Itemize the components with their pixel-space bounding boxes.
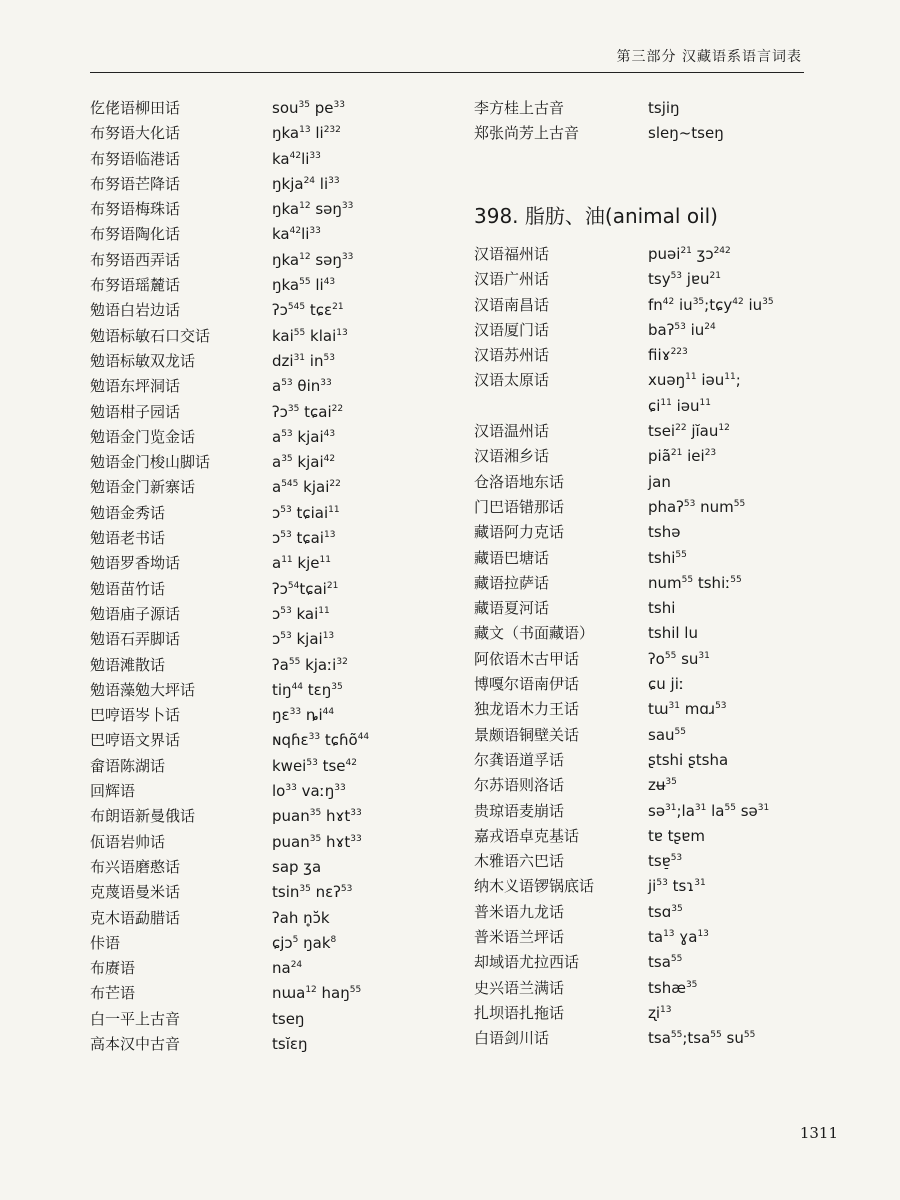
word-form: tshil lu [648, 624, 698, 643]
word-form: fiiɤ$^{223}$ [648, 346, 688, 365]
section-heading [474, 200, 718, 229]
language-name: 汉语福州话 [474, 245, 550, 263]
language-name: 勉语金门新寨话 [90, 478, 196, 497]
entry-row [90, 956, 450, 981]
word-form: $a^{53}$ θin$^{33}$ [272, 377, 332, 396]
entry-row [90, 400, 450, 425]
word-form: ŋka$^{12}$ səŋ$^{33}$ [272, 200, 354, 219]
entry-row [474, 96, 814, 121]
language-name: 史兴语兰满话 [474, 978, 565, 997]
section-title-cn: 脂肪、油 [524, 204, 605, 228]
entry-row [474, 470, 814, 495]
entry-row [90, 172, 450, 197]
word-form: tshə [648, 523, 681, 542]
word-form: ŋka$^{55}$ $li^{43}$ [272, 276, 336, 295]
word-form: zʉ$^{35}$ [648, 776, 677, 795]
entry-row [474, 697, 814, 722]
word-form: tsɐ̠$^{53}$ [648, 852, 683, 871]
entry-row [474, 672, 814, 697]
entry-row [90, 906, 450, 931]
entry-row [90, 728, 450, 753]
entry-row [90, 222, 450, 247]
entry-row [474, 394, 814, 419]
entry-row [474, 520, 814, 545]
entry-row [90, 450, 450, 475]
entry-row [90, 678, 450, 703]
entry-row [90, 374, 450, 399]
entry-row [474, 121, 814, 146]
language-name: 普米语九龙话 [474, 902, 565, 921]
word-form: sleŋ~tseŋ [648, 124, 724, 143]
word-form: nɯa$^{12}$ haŋ$^{55}$ [272, 984, 362, 1003]
entry-row [474, 950, 814, 975]
word-form: tɐ tʂɐm [648, 826, 705, 845]
language-name: 藏语阿力克话 [474, 523, 565, 542]
word-form: ɔ$^{53}$ tɕai$^{13}$ [272, 529, 336, 548]
entry-row [474, 621, 814, 646]
language-name: 勉语苗竹话 [90, 579, 166, 598]
language-name: 博嘎尔语南伊话 [474, 675, 580, 694]
entry-row [474, 874, 814, 899]
word-form: $a^{545}$ kjai$^{22}$ [272, 478, 341, 497]
entry-row [90, 779, 450, 804]
language-name: 汉语南昌话 [474, 295, 550, 314]
language-name: 布兴语磨憨话 [90, 857, 181, 876]
page-header [0, 0, 900, 80]
language-name: 勉语东坪洞话 [90, 377, 181, 396]
language-name: 布努语大化话 [90, 124, 181, 143]
entry-row [90, 324, 450, 349]
word-form: ɕu jiː [648, 675, 684, 694]
language-name: 仓洛语地东话 [474, 472, 565, 491]
word-form: tshi [648, 599, 676, 618]
entry-row [474, 596, 814, 621]
language-name: 高本汉中古音 [90, 1034, 181, 1053]
entry-row [90, 96, 450, 121]
language-name: 畲语陈湖话 [90, 756, 166, 775]
entry-row [474, 444, 814, 469]
language-name: 汉语太原话 [474, 371, 550, 390]
entry-row [474, 368, 814, 393]
word-form: $ka^{42}li^{33}$ [272, 225, 321, 244]
entry-row [90, 830, 450, 855]
language-name: 布努语瑶麓话 [90, 276, 181, 295]
language-name: 勉语白岩边话 [90, 301, 181, 320]
entry-row [90, 855, 450, 880]
language-name: 扎坝语扎拖话 [474, 1003, 565, 1022]
language-name: 佤语岩帅话 [90, 832, 166, 851]
right-column [474, 242, 814, 1052]
section-title-en: (animal oil) [604, 204, 718, 228]
right-top-column [474, 96, 814, 147]
word-form: tiŋ$^{44}$ tɛŋ$^{35}$ [272, 680, 343, 699]
entry-row [90, 248, 450, 273]
language-name: 布赓语 [90, 959, 136, 978]
word-form: $a^{53}$ kjai$^{43}$ [272, 427, 336, 446]
word-form: ŋkja$^{24}$ $li^{33}$ [272, 174, 340, 193]
language-name: 回辉语 [90, 782, 136, 801]
entry-row [474, 976, 814, 1001]
language-name: 勉语标敏石口交话 [90, 326, 211, 345]
entry-row [90, 425, 450, 450]
entry-row [474, 571, 814, 596]
entry-row [474, 242, 814, 267]
word-form: tshæ$^{35}$ [648, 978, 698, 997]
word-form: ɕjɔ$^5$ ŋak$^8$ [272, 933, 337, 952]
word-form: ʔah n̥ɔ̆k [272, 908, 330, 927]
language-name: 勉语石弄脚话 [90, 630, 181, 649]
language-name: 藏文（书面藏语） [474, 624, 595, 643]
entry-row [90, 298, 450, 323]
entry-row [90, 526, 450, 551]
word-form: tshi$^{55}$ [648, 548, 687, 567]
language-name: 布努语陶化话 [90, 225, 181, 244]
language-name: 勉语罗香坳话 [90, 554, 181, 573]
word-form: ʔɔ$^{54}$tɕai$^{21}$ [272, 579, 339, 598]
word-form: kwei$^{53}$ tse$^{42}$ [272, 756, 357, 775]
entry-row [474, 495, 814, 520]
entry-row [474, 1001, 814, 1026]
entry-row [474, 849, 814, 874]
word-form: puan$^{35}$ hɤt$^{33}$ [272, 832, 362, 851]
language-name: 巴哼语岑卜话 [90, 706, 181, 725]
language-name: 尔苏语则洛话 [474, 776, 565, 795]
language-name: 布朗语新曼俄话 [90, 807, 196, 826]
word-form: puəi$^{21}$ ʒɔ$^{242}$ [648, 245, 731, 263]
word-form: $sə^{31};la^{31}$ $la^{55}$ sə$^{31}$ [648, 801, 770, 820]
entry-row [90, 981, 450, 1006]
word-form: ŋka$^{13}$ $li^{232}$ [272, 124, 341, 143]
entry-row [474, 773, 814, 798]
word-form: ɕi$^{11}$ iəu$^{11}$ [648, 396, 711, 415]
language-name: 佧语 [90, 933, 121, 952]
word-form: ʐi$^{13}$ [648, 1003, 672, 1022]
entry-row [474, 293, 814, 318]
entry-row [90, 551, 450, 576]
word-form: ʔa$^{55}$ kjaːi$^{32}$ [272, 655, 348, 674]
language-name: 勉语老书话 [90, 529, 166, 548]
language-name: 布努语芒降话 [90, 174, 181, 193]
entry-row [474, 419, 814, 444]
language-name: 汉语苏州话 [474, 346, 550, 365]
language-name: 藏语夏河话 [474, 599, 550, 618]
entry-row [474, 748, 814, 773]
word-form: tsĭɛŋ [272, 1034, 308, 1053]
entry-row [90, 349, 450, 374]
language-name: 独龙语木力王话 [474, 700, 580, 719]
language-name: 布芒语 [90, 984, 136, 1003]
language-name: 白一平上古音 [90, 1009, 181, 1028]
word-form: tseŋ [272, 1009, 305, 1028]
word-form: ŋɛ$^{33}$ $ȵi^{44}$ [272, 706, 335, 725]
entry-row [474, 925, 814, 950]
language-name: 阿依语木古甲话 [474, 649, 580, 668]
word-form: sau$^{55}$ [648, 725, 686, 744]
word-form: $a^{11}$ kje$^{11}$ [272, 554, 331, 573]
entry-row [90, 653, 450, 678]
entry-row [90, 880, 450, 905]
language-name: 勉语藻勉大坪话 [90, 680, 196, 699]
entry-row [90, 804, 450, 829]
entry-row [474, 824, 814, 849]
language-name: 勉语庙子源话 [90, 604, 181, 623]
entry-row [90, 475, 450, 500]
left-column [90, 96, 450, 1057]
language-name: 仡佬语柳田话 [90, 99, 181, 117]
word-form: $lo^{33}$ vaːŋ$^{33}$ [272, 782, 346, 801]
language-name: 勉语滩散话 [90, 655, 166, 674]
language-name: 勉语金门梭山脚话 [90, 453, 211, 472]
word-form: $fn^{42}$ $iu^{35};tɕy^{42}$ $iu^{35}$ [648, 295, 774, 314]
word-form: tsa$^{55}$;tsa$^{55}$ $su^{55}$ [648, 1029, 756, 1048]
entry-row [90, 577, 450, 602]
language-name: 布努语西弄话 [90, 250, 181, 269]
word-form: jan [648, 472, 671, 491]
word-form: ʔɔ$^{35}$ tɕai$^{22}$ [272, 402, 344, 421]
word-form: kai$^{55}$ klai$^{13}$ [272, 326, 348, 345]
language-name: 尔龚语道孚话 [474, 750, 565, 769]
language-name: 克木语勐腊话 [90, 908, 181, 927]
language-name: 纳木义语锣锅底话 [474, 877, 595, 896]
language-name: 白语剑川话 [474, 1029, 550, 1048]
entry-row [474, 267, 814, 292]
word-form: tsjiŋ [648, 99, 680, 117]
language-name: 巴哼语文界话 [90, 731, 181, 750]
entry-row [474, 723, 814, 748]
word-form: ŋka$^{12}$ səŋ$^{33}$ [272, 250, 354, 269]
entry-row [474, 546, 814, 571]
word-form: tɯ$^{31}$ mɑɹ$^{53}$ [648, 700, 727, 719]
entry-row [474, 343, 814, 368]
word-form: ɔ$^{53}$ kai$^{11}$ [272, 604, 330, 623]
word-form: tsei$^{22}$ jĭau$^{12}$ [648, 422, 730, 441]
word-form: sou$^{35}$ $pe^{33}$ [272, 99, 345, 117]
word-form: tsɑ$^{35}$ [648, 902, 683, 921]
page-number: 1311 [799, 1124, 838, 1142]
word-form: ɔ$^{53}$ kjai$^{13}$ [272, 630, 335, 649]
word-form: $ji^{53}$ tsɿ$^{31}$ [648, 877, 706, 896]
word-form: ɴqɦɛ$^{33}$ tɕɦõ$^{44}$ [272, 731, 370, 750]
language-name: 汉语温州话 [474, 422, 550, 441]
header-rule [90, 72, 804, 73]
language-name: 藏语拉萨话 [474, 573, 550, 592]
language-name: 勉语柑子园话 [90, 402, 181, 421]
language-name: 木雅语六巴话 [474, 852, 565, 871]
word-form: phaʔ$^{53}$ num$^{55}$ [648, 497, 746, 516]
entry-row [90, 121, 450, 146]
section-number: 398. [474, 204, 519, 228]
entry-row [90, 627, 450, 652]
entry-row [90, 197, 450, 222]
word-form: sap ʒa [272, 857, 322, 876]
entry-row [474, 647, 814, 672]
entry-row [90, 273, 450, 298]
language-name: 李方桂上古音 [474, 99, 565, 117]
word-form: piã$^{21}$ iei$^{23}$ [648, 447, 717, 466]
language-name: 布努语临港话 [90, 149, 181, 168]
word-form: tsin$^{35}$ nɛʔ$^{53}$ [272, 883, 353, 902]
entry-row [474, 900, 814, 925]
language-name: 汉语广州话 [474, 270, 550, 289]
word-form: tsy$^{53}$ jɐu$^{21}$ [648, 270, 721, 289]
word-form: num$^{55}$ tshiː$^{55}$ [648, 573, 742, 592]
language-name: 汉语湘乡话 [474, 447, 550, 466]
language-name: 勉语金门览金话 [90, 427, 196, 446]
word-form: $ta^{13}$ ɣa$^{13}$ [648, 928, 709, 947]
language-name: 景颇语铜壁关话 [474, 725, 580, 744]
language-name: 勉语标敏双龙话 [90, 351, 196, 370]
language-name: 贵琼语麦崩话 [474, 801, 565, 820]
entry-row [90, 1032, 450, 1057]
word-form: tsa$^{55}$ [648, 953, 683, 972]
entry-row [90, 501, 450, 526]
word-form: puan$^{35}$ hɤt$^{33}$ [272, 807, 362, 826]
entry-row [90, 147, 450, 172]
language-name: 勉语金秀话 [90, 503, 166, 522]
word-form: $a^{35}$ kjai$^{42}$ [272, 453, 336, 472]
word-form: ʔo$^{55}$ $su^{31}$ [648, 649, 710, 668]
word-form: dzi$^{31}$ $in^{53}$ [272, 351, 335, 370]
entry-row [474, 318, 814, 343]
word-form: ʂtshi ʂtsha [648, 750, 729, 769]
entry-row [90, 754, 450, 779]
language-name: 门巴语错那话 [474, 497, 565, 516]
language-name: 普米语兰坪话 [474, 928, 565, 947]
word-form: xuəŋ$^{11}$ iəu$^{11}$; [648, 371, 741, 390]
word-form: $na^{24}$ [272, 959, 303, 978]
language-name: 嘉戎语卓克基话 [474, 826, 580, 845]
language-name: 汉语厦门话 [474, 320, 550, 339]
language-name: 藏语巴塘话 [474, 548, 550, 567]
entry-row [90, 703, 450, 728]
entry-row [90, 602, 450, 627]
language-name: 郑张尚芳上古音 [474, 124, 580, 143]
entry-row [474, 1026, 814, 1051]
word-form: baʔ$^{53}$ $iu^{24}$ [648, 320, 716, 339]
language-name: 布努语梅珠话 [90, 200, 181, 219]
language-name: 却域语尤拉西话 [474, 953, 580, 972]
word-form: ʔɔ$^{545}$ tɕɛ$^{21}$ [272, 301, 344, 320]
entry-row [90, 1007, 450, 1032]
word-form: $ka^{42}li^{33}$ [272, 149, 321, 168]
entry-row [90, 931, 450, 956]
word-form: ɔ$^{53}$ tɕiai$^{11}$ [272, 503, 340, 522]
language-name: 克蔑语曼米话 [90, 883, 181, 902]
entry-row [474, 799, 814, 824]
running-title: 第三部分 汉藏语系语言词表 [616, 49, 802, 65]
